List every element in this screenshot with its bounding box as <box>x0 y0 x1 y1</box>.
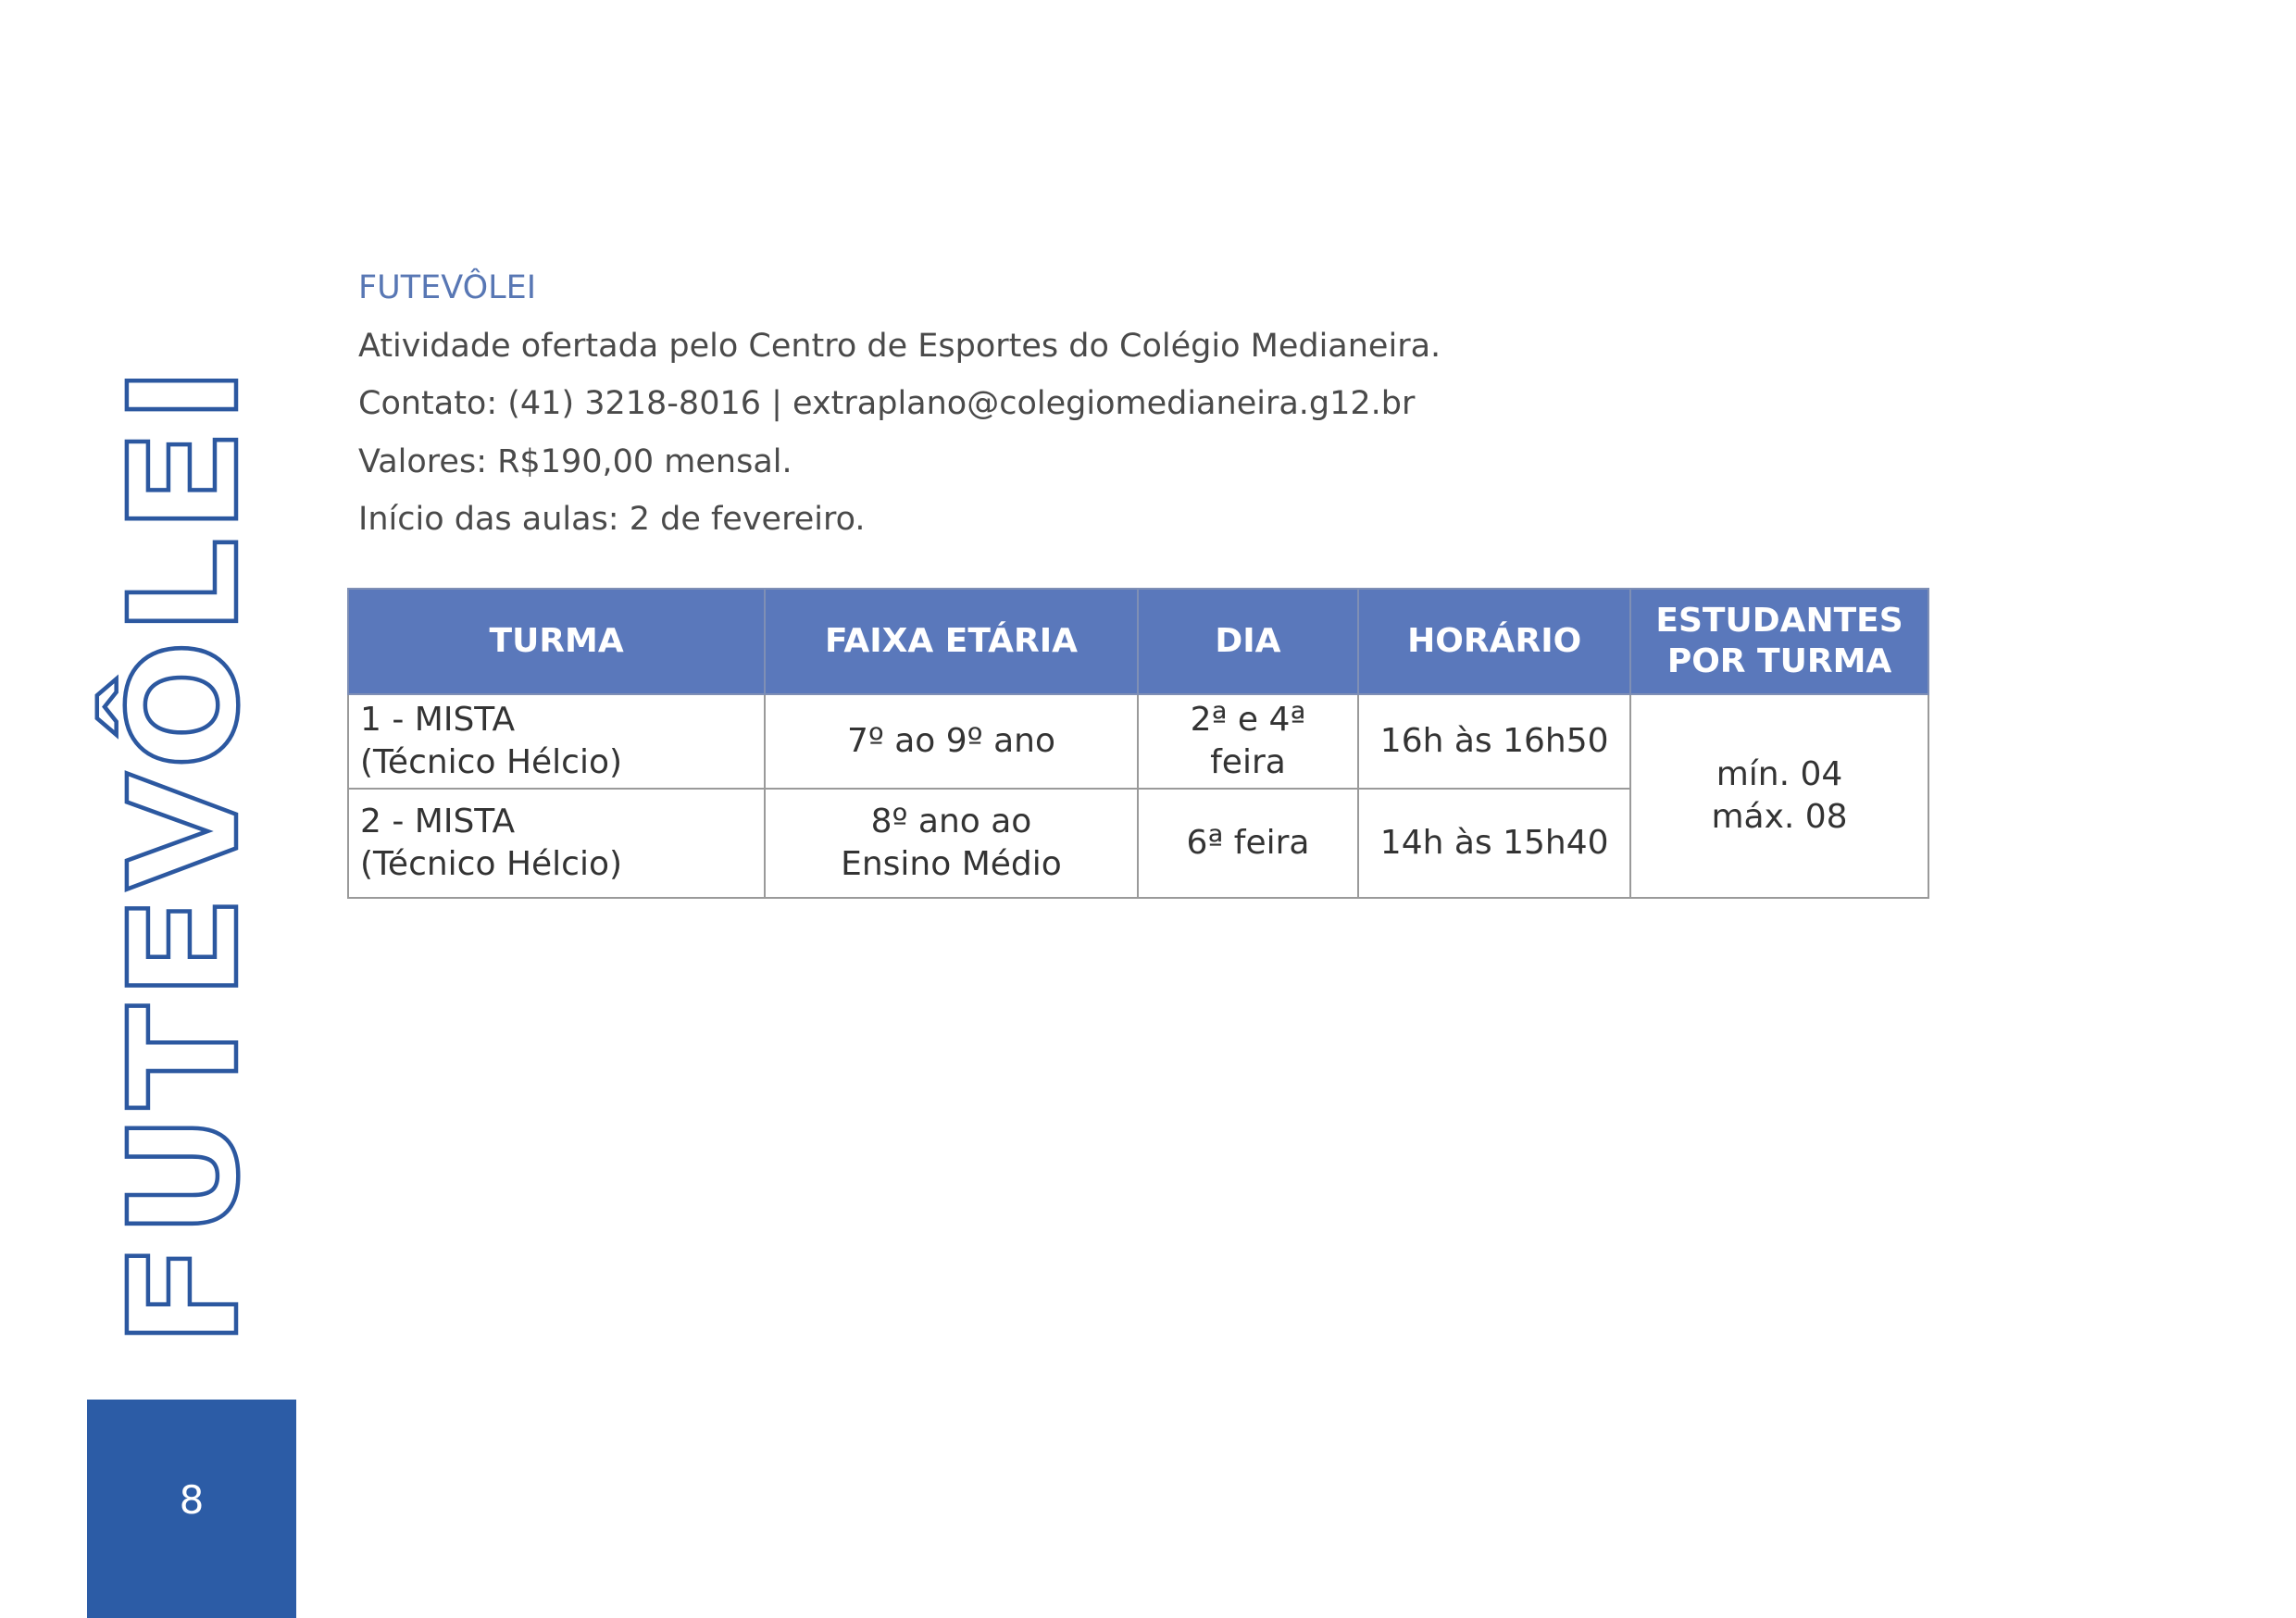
cell-dia: 6ª feira <box>1138 789 1359 898</box>
schedule-table <box>347 588 1929 899</box>
activity-info <box>358 259 1441 549</box>
activity-start-date: Início das aulas: 2 de fevereiro. <box>358 501 866 538</box>
vertical-title-graphic <box>98 356 272 1356</box>
faixa-line: 8º ano ao <box>870 803 1032 840</box>
cell-horario: 16h às 16h50 <box>1358 694 1630 789</box>
header-estudantes-line2: POR TURMA <box>1666 642 1892 680</box>
page-number-box <box>87 1400 296 1618</box>
header-turma: TURMA <box>348 589 765 694</box>
estudantes-min: mín. 04 <box>1716 755 1843 793</box>
cell-turma <box>348 694 765 789</box>
turma-coach: (Técnico Hélcio) <box>360 845 623 883</box>
header-horario: HORÁRIO <box>1358 589 1630 694</box>
cell-dia: 2ª e 4ª feira <box>1138 694 1359 789</box>
turma-name: 1 - MISTA <box>360 701 516 739</box>
faixa-line: Ensino Médio <box>841 845 1062 883</box>
vertical-title-text: FUTEVÔLEI <box>98 373 272 1347</box>
cell-faixa-etaria <box>765 789 1137 898</box>
cell-estudantes <box>1630 694 1928 898</box>
vertical-title <box>98 356 272 1356</box>
table-row <box>348 694 1928 789</box>
header-dia: DIA <box>1138 589 1359 694</box>
header-faixa-etaria: FAIXA ETÁRIA <box>765 589 1137 694</box>
table-header-row <box>348 589 1928 694</box>
activity-heading: FUTEVÔLEI <box>358 269 537 306</box>
activity-price: Valores: R$190,00 mensal. <box>358 442 792 480</box>
turma-name: 2 - MISTA <box>360 803 516 840</box>
activity-description: Atividade ofertada pelo Centro de Esportes do Colégio Medianeira. <box>358 327 1441 365</box>
faixa-line: 7º ao 9º ano <box>846 722 1055 760</box>
cell-faixa-etaria <box>765 694 1137 789</box>
estudantes-max: máx. 08 <box>1711 798 1848 836</box>
turma-coach: (Técnico Hélcio) <box>360 743 623 781</box>
header-estudantes-por-turma <box>1630 589 1928 694</box>
activity-contact: Contato: (41) 3218-8016 | extraplano@colegiomedianeira.g12.br <box>358 385 1416 422</box>
page-number: 8 <box>179 1477 205 1523</box>
cell-turma <box>348 789 765 898</box>
header-estudantes-line1: ESTUDANTES <box>1655 602 1903 640</box>
cell-horario: 14h às 15h40 <box>1358 789 1630 898</box>
